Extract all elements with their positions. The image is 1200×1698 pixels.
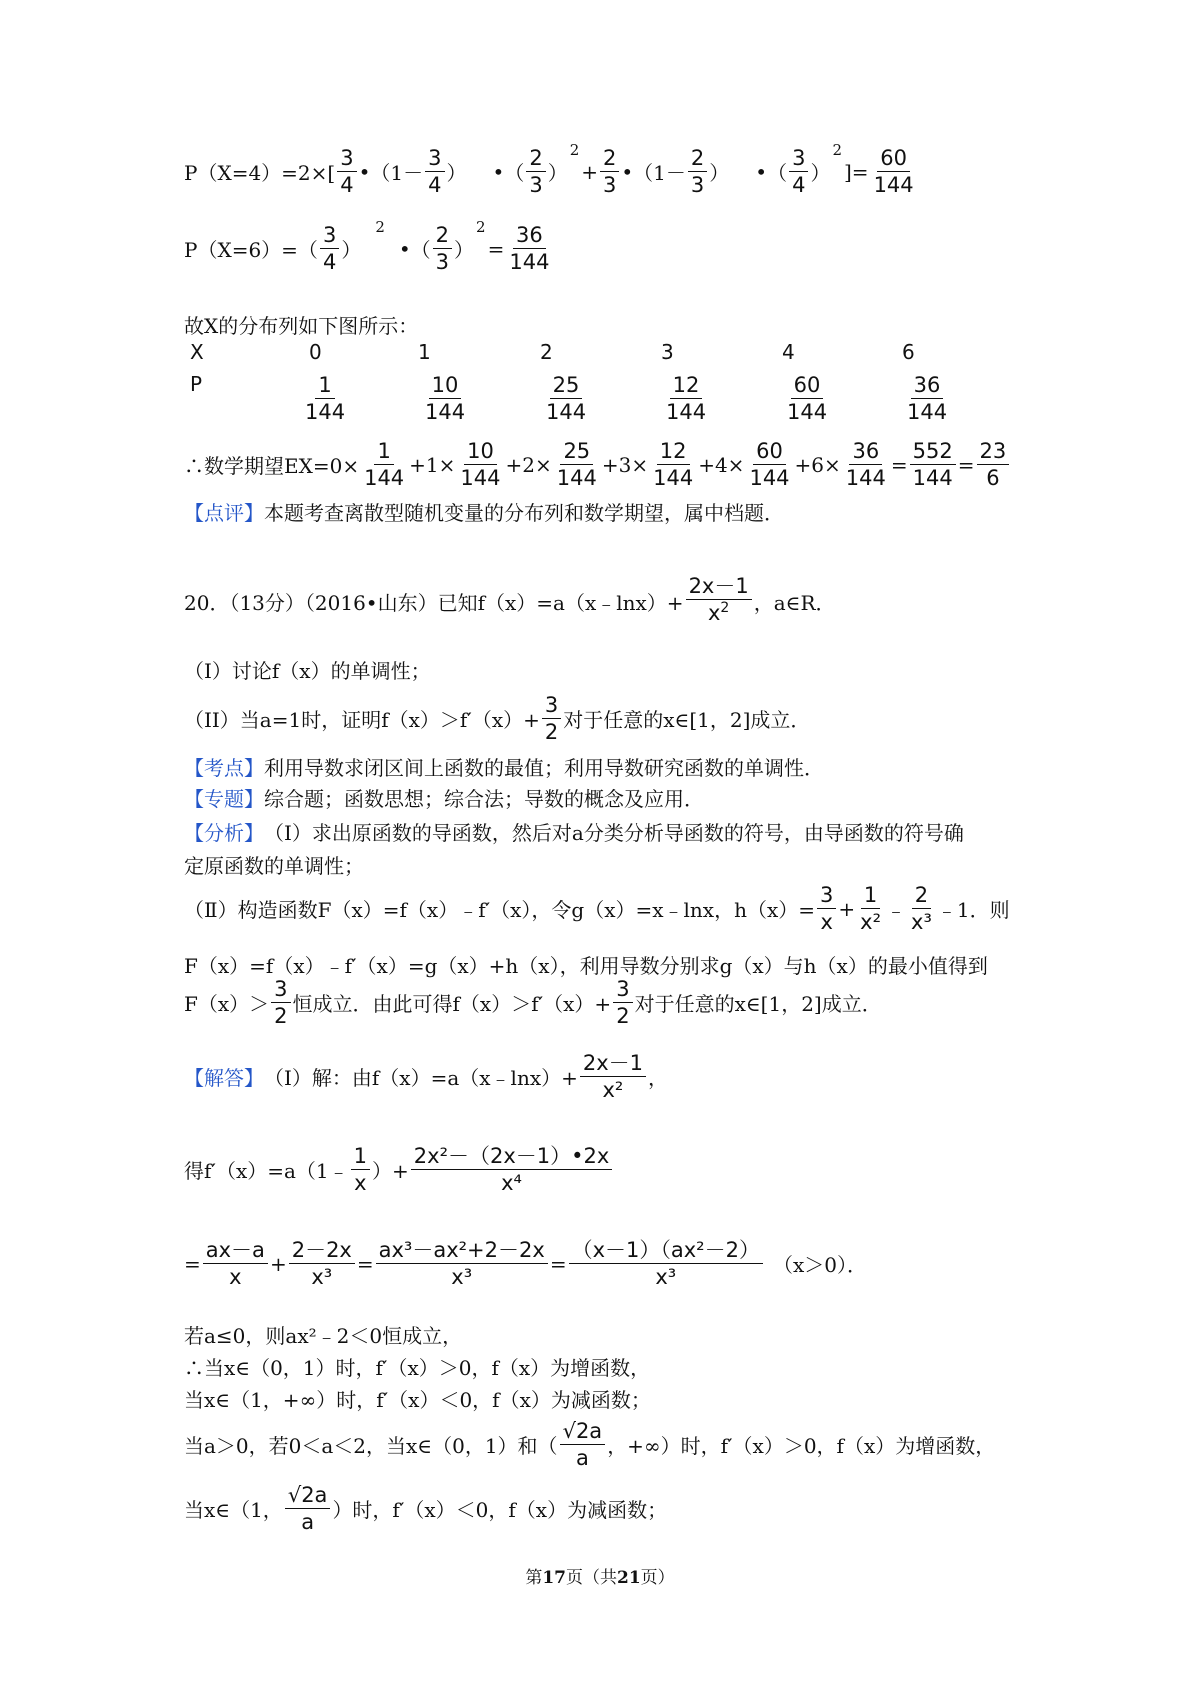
x-value: 4 [782, 340, 795, 364]
text: 页） [640, 1568, 675, 1588]
fraction: $\frac{36}{144}$ [845, 439, 886, 490]
text: ]= [844, 159, 869, 184]
text: = [356, 1251, 374, 1276]
fraction: $\frac{\text{（x－1）（ax²－2）}}{\text{x³}}$ [569, 1237, 763, 1290]
text: 对于任意的x∈[1，2]成立． [563, 708, 811, 732]
zhuanti-text: 综合题；函数思想；综合法；导数的概念及应用． [264, 787, 704, 811]
text: ） [547, 161, 568, 185]
text: 第 [525, 1568, 543, 1588]
text: 当a＞0，若0＜a＜2，当x∈（0，1）和（ [184, 1434, 558, 1458]
p-value: $\frac{36}{144}$ [907, 373, 948, 424]
fraction: $\frac{√2a}{a}$ [285, 1482, 331, 1535]
text: F（x）＞ [184, 992, 270, 1016]
text: （ [767, 161, 788, 185]
fraction: $\frac{10}{144}$ [460, 439, 501, 490]
fraction: $\frac{3}{2}$ [542, 692, 561, 745]
text: （1－ [633, 161, 686, 185]
text: +3× [601, 452, 649, 477]
text: ） [341, 238, 362, 262]
text: （Ⅱ）构造函数F（x）=f（x）﹣f′（x），令g（x）=x﹣lnx，h（x）= [184, 898, 816, 922]
x-value: 1 [418, 340, 431, 364]
fenxi-line3 [184, 882, 1010, 935]
text: = [890, 452, 908, 477]
text: = [549, 1251, 567, 1276]
p-x4-line [184, 140, 919, 198]
jieda-line7 [184, 1418, 995, 1471]
jieda-tag: 【解答】 [184, 1066, 264, 1090]
fenxi-line1 [184, 817, 964, 846]
fraction: $\frac{3}{4}$ [320, 222, 339, 275]
x-value: 0 [309, 340, 322, 364]
text: ） [709, 161, 730, 185]
p-x6-line [184, 217, 554, 275]
review-line [184, 497, 784, 526]
p-value: $\frac{25}{144}$ [546, 373, 587, 424]
jieda-line8 [184, 1482, 667, 1535]
kaodian-line [184, 752, 824, 781]
q20-part1: （I）讨论f（x）的单调性； [184, 659, 431, 683]
text: ﹣ [886, 898, 907, 922]
review-tag: 【点评】 [184, 501, 264, 525]
text: （x＞0）． [772, 1253, 867, 1277]
dot: • [358, 159, 371, 184]
p-value: $\frac{12}{144}$ [666, 373, 707, 424]
fraction: $\frac{552}{144}$ [910, 438, 956, 491]
jieda-line1 [184, 1050, 668, 1103]
text: （ [410, 238, 431, 262]
text: +2× [505, 452, 552, 477]
text: + [269, 1251, 287, 1276]
fenxi-line2: 定原函数的单调性； [184, 854, 364, 878]
zhuanti-line [184, 783, 704, 812]
fraction: $\frac{2}{3}$ [600, 145, 619, 198]
fraction: $\frac{36}{144}$ [509, 223, 550, 274]
total-pages: 21 [617, 1568, 641, 1588]
fenxi-line5 [184, 976, 882, 1029]
fraction: $\frac{60}{144}$ [873, 146, 914, 197]
text: 得f′（x）=a（1﹣ [184, 1159, 349, 1183]
fraction: $\frac{2-2x}{\text{x³}}$ [289, 1237, 355, 1290]
dot: • [755, 159, 768, 184]
page-number: 17 [542, 1568, 566, 1588]
exponent: 2 [569, 140, 580, 159]
exponent: 2 [375, 217, 385, 236]
fraction: $\frac{√2a}{a}$ [560, 1418, 606, 1471]
p-value: $\frac{10}{144}$ [425, 373, 466, 424]
text: 对于任意的x∈[1，2]成立． [634, 992, 882, 1016]
jieda-line2 [184, 1143, 614, 1196]
kaodian-text: 利用导数求闭区间上函数的最值；利用导数研究函数的单调性． [264, 756, 824, 780]
text: （Ⅰ）解：由f（x）=a（x﹣lnx）+ [264, 1066, 578, 1090]
p-label: P [190, 372, 203, 396]
fraction: $\frac{1}{144}$ [364, 439, 405, 490]
fraction: $\frac{60}{144}$ [749, 439, 790, 490]
fenxi-line4: F（x）=f（x）﹣f′（x）=g（x）+h（x），利用导数分别求g（x）与h（x）的最小值得到 [184, 954, 988, 978]
x-label: X [190, 340, 204, 364]
jieda-line5: ∴当x∈（0，1）时，f′（x）＞0，f（x）为增函数， [184, 1356, 651, 1380]
fraction: $\frac{25}{144}$ [556, 439, 597, 490]
text: = [957, 452, 975, 477]
fraction: $\frac{12}{144}$ [653, 439, 694, 490]
text: ） [446, 161, 467, 185]
fenxi-tag: 【分析】 [184, 821, 264, 845]
fraction: $\frac{2}{\text{x³}}$ [911, 883, 932, 934]
text: （ [504, 161, 525, 185]
text: +6× [794, 452, 841, 477]
exponent: 2 [832, 140, 842, 159]
dot: • [621, 159, 634, 184]
text: ，a∈R． [753, 590, 836, 615]
text: +4× [698, 452, 745, 477]
jieda-line3 [184, 1237, 867, 1290]
fraction: $\frac{3}{x}$ [817, 882, 836, 935]
x-value: 6 [902, 340, 915, 364]
fraction: $\frac{3}{2}$ [613, 976, 632, 1029]
fraction: $\frac{3}{2}$ [271, 976, 290, 1029]
text: ） [810, 161, 831, 185]
fraction: $\frac{\text{2x²－（2x－1）•2x}}{\text{x⁴}}$ [411, 1143, 613, 1196]
fraction: $\frac{1}{\text{x²}}$ [860, 883, 882, 934]
jieda-line6: 当x∈（1，+∞）时，f′（x）＜0，f（x）为减函数； [184, 1388, 651, 1412]
fraction: $\frac{2}{3}$ [688, 145, 707, 198]
x-value: 3 [661, 340, 674, 364]
text: + [581, 159, 598, 184]
text: +1× [409, 452, 456, 477]
dot: • [492, 159, 505, 184]
q20-part2 [184, 692, 810, 745]
zhuanti-tag: 【专题】 [184, 787, 264, 811]
q20-head: 20．（13分）（2016•山东）已知f（x）=a（x﹣lnx）+ [184, 590, 684, 615]
text: ）+ [372, 1159, 409, 1183]
fraction: $\frac{3}{4}$ [789, 145, 808, 198]
fraction: $\frac{23}{6}$ [977, 438, 1010, 491]
text: ，+∞）时，f′（x）＞0，f（x）为增函数， [607, 1434, 996, 1458]
fraction: $\frac{ax-a}{x}$ [203, 1237, 268, 1290]
text: ， [648, 1066, 669, 1090]
fraction: $\frac{\text{ax³－ax²+2－2x}}{\text{x³}}$ [376, 1237, 548, 1290]
text: 当x∈（1， [184, 1498, 283, 1522]
text: （Ⅰ）求出原函数的导函数，然后对a分类分析导函数的符号，由导函数的符号确 [264, 821, 964, 845]
ex-head: ∴数学期望EX=0× [184, 454, 360, 478]
p-value: $\frac{60}{144}$ [787, 373, 828, 424]
x-value: 2 [540, 340, 553, 364]
p-value: $\frac{1}{144}$ [305, 373, 346, 424]
kaodian-tag: 【考点】 [184, 756, 264, 780]
fraction: $\frac{2}{3}$ [433, 222, 452, 275]
fraction: $\frac{2}{3}$ [526, 145, 545, 198]
jieda-line4: 若a≤0，则ax²﹣2＜0恒成立， [184, 1324, 463, 1348]
text: = [184, 1251, 201, 1276]
text: 页（共 [566, 1568, 617, 1588]
text: ）时，f′（x）＜0，f（x）为减函数； [332, 1498, 668, 1522]
text: 恒成立．由此可得f（x）＞f′（x）+ [292, 992, 612, 1016]
dist-intro: 故X的分布列如下图所示： [184, 314, 419, 338]
text: ） [454, 238, 475, 262]
dot: • [398, 236, 411, 261]
expectation-line [184, 438, 1011, 491]
fraction: $\frac{1}{x}$ [351, 1143, 370, 1196]
page-footer [0, 1563, 1200, 1588]
p4-head: P（X=4）=2×[ [184, 161, 336, 185]
fraction: $\frac{2x-1}{x^2}$ [686, 573, 752, 629]
text: （1－ [370, 161, 424, 185]
fraction: $\frac{3}{4}$ [337, 145, 356, 198]
text: ﹣1．则 [936, 898, 1010, 922]
text: = [487, 236, 505, 261]
question-20 [184, 573, 836, 629]
p6-head: P（X=6）=（ [184, 238, 318, 262]
fraction: $\frac{2x-1}{\text{x²}}$ [580, 1050, 646, 1103]
review-text: 本题考查离散型随机变量的分布列和数学期望，属中档题． [264, 501, 784, 525]
text: + [838, 896, 856, 921]
fraction: $\frac{3}{4}$ [425, 145, 444, 198]
exponent: 2 [476, 217, 486, 236]
text: （II）当a=1时，证明f（x）＞f′（x）+ [184, 708, 540, 732]
